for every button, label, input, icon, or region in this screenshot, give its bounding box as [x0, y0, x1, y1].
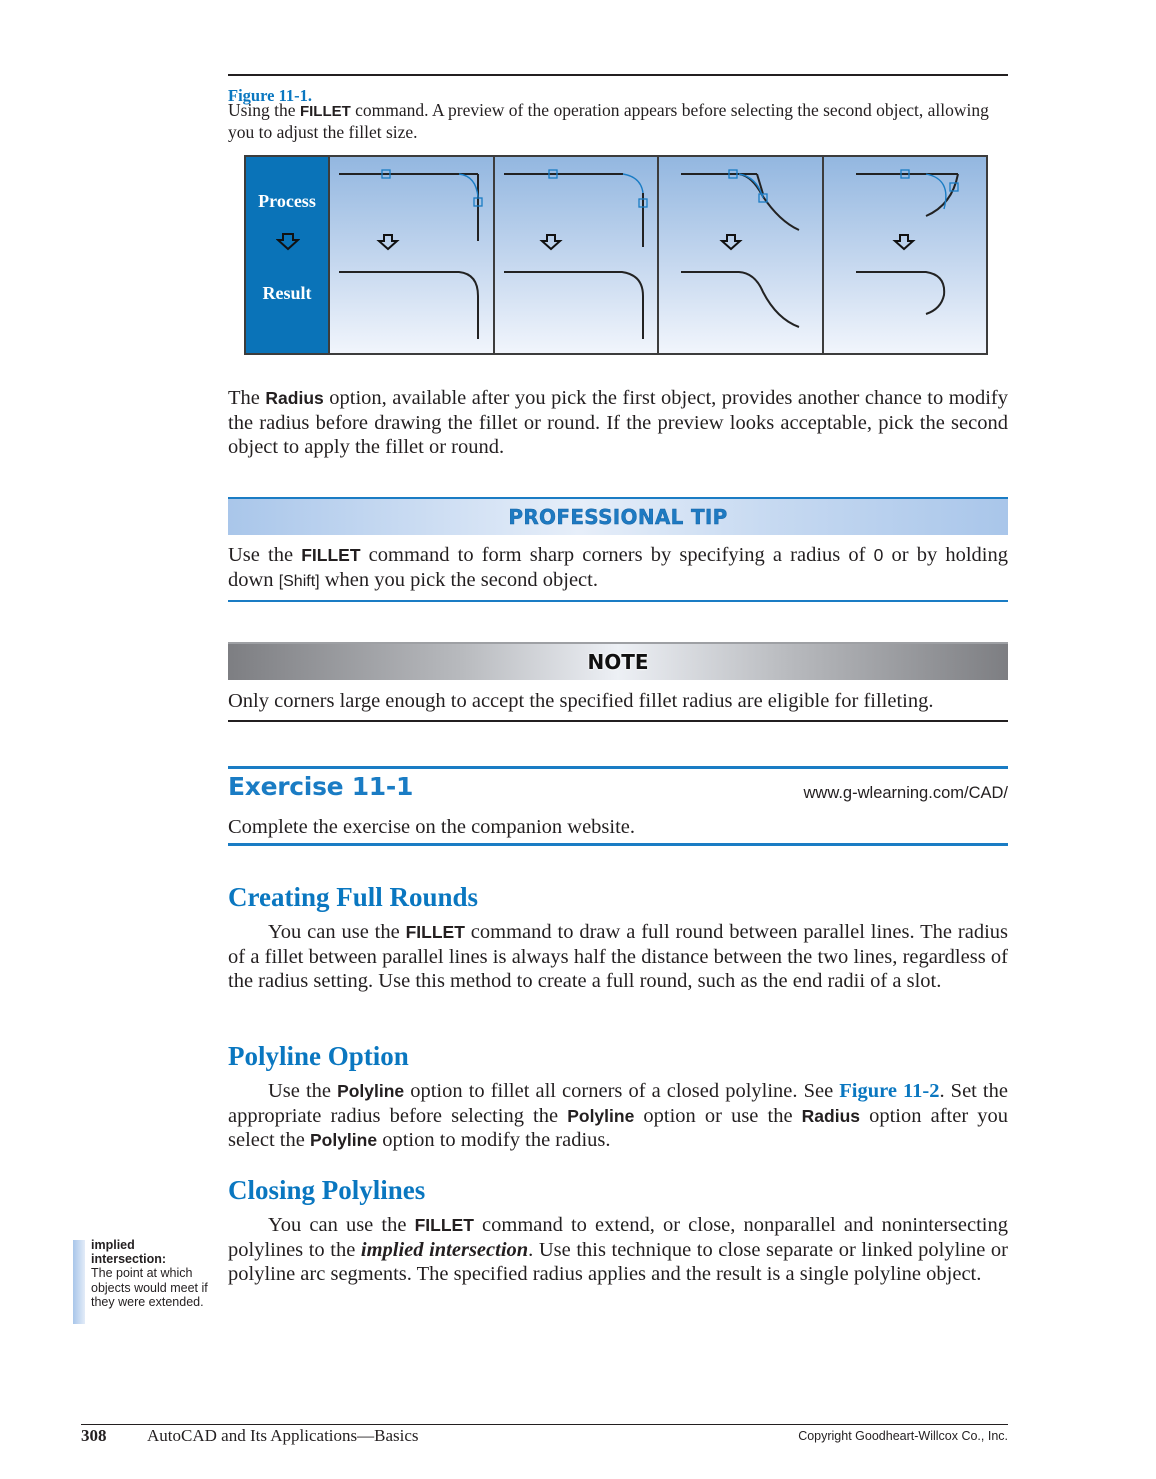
professional-tip-title: PROFESSIONAL TIP	[508, 505, 728, 529]
option-name: Polyline	[337, 1081, 405, 1101]
value: 0	[873, 545, 884, 565]
book-title: AutoCAD and Its Applications—Basics	[147, 1426, 419, 1445]
command-name: FILLET	[301, 545, 361, 565]
command-name: FILLET	[414, 1215, 474, 1235]
exercise-top-rule	[228, 766, 1008, 769]
page-number: 308	[81, 1426, 107, 1445]
polyline-option-paragraph	[228, 1079, 1008, 1153]
option-name: Radius	[801, 1105, 861, 1126]
figure-panel-full-round	[824, 157, 987, 353]
heading-closing-polylines: Closing Polylines	[228, 1175, 426, 1205]
exercise-bottom-rule	[228, 843, 1008, 846]
figure-panel-larger-radius	[495, 157, 660, 353]
figure-row-labels	[246, 157, 330, 353]
caption-command: FILLET	[299, 103, 351, 120]
text: option to fillet all corners of a closed polyline. See	[404, 1080, 840, 1102]
margin-definition-text: The point at which objects would meet if they were extended.	[91, 1266, 208, 1309]
option-name: Radius	[265, 388, 324, 408]
figure-label: Figure 11-1.	[228, 86, 313, 105]
option-name: Polyline	[309, 1130, 378, 1150]
text: command to extend, or close, nonparallel and nonintersecting polylines to the	[228, 1214, 1008, 1261]
fillet-drawing	[330, 157, 494, 353]
text: option, available after you pick the first object, provides another chance to modify the radius before drawing the fillet or round. If the preview looks acceptable, pick the second object to apply the fillet or round.	[228, 387, 1008, 458]
radius-paragraph	[228, 386, 1008, 460]
text: command to draw a full round between parallel lines. The radius of a fillet between parallel lines is always half the distance between the two lines, regardless of the radius setting. Use this method to create a full round, such as the end radii of a slot.	[228, 921, 1008, 992]
figure-reference-link[interactable]: Figure 11-2	[839, 1080, 940, 1102]
margin-note-bar	[73, 1240, 85, 1324]
down-arrow-icon	[722, 235, 740, 249]
note-body: Only corners large enough to accept the specified fillet radius are eligible for filleting.	[228, 690, 934, 712]
tip-bottom-rule	[228, 600, 1008, 602]
process-label: Process	[258, 191, 316, 211]
text: option after you select the	[228, 1104, 1008, 1151]
text: option to modify the radius.	[377, 1129, 611, 1151]
exercise-body: Complete the exercise on the companion website.	[228, 816, 636, 838]
exercise-website-link[interactable]: www.g-wlearning.com/CAD/	[803, 784, 1008, 802]
text: Use the	[228, 544, 302, 566]
full-rounds-paragraph	[228, 920, 1008, 994]
figure-panel-line-arc	[659, 157, 824, 353]
note-bottom-rule	[228, 720, 1008, 722]
heading-polyline-option: Polyline Option	[228, 1041, 409, 1071]
note-title: NOTE	[587, 650, 649, 674]
closing-polylines-paragraph	[228, 1213, 1008, 1287]
down-arrow-icon	[276, 233, 300, 251]
caption-text: command. A preview of the operation appears before selecting the second object, allowing you to adjust the fillet size.	[228, 100, 989, 142]
text: Use the	[268, 1080, 338, 1102]
margin-definition	[91, 1238, 211, 1309]
professional-tip-body	[228, 543, 1008, 594]
text: or by holding down	[228, 544, 1008, 591]
text: You can use the	[268, 1214, 415, 1236]
text: option or use the	[634, 1104, 802, 1127]
figure-panel-small-radius	[330, 157, 495, 353]
exercise-title: Exercise 11-1	[228, 772, 414, 801]
fillet-drawing	[659, 157, 823, 353]
down-arrow-icon	[542, 235, 560, 249]
caption-text: Using the	[228, 100, 300, 120]
footer-rule	[81, 1424, 1008, 1425]
down-arrow-icon	[895, 235, 913, 249]
down-arrow-icon	[379, 235, 397, 249]
fillet-drawing	[495, 157, 659, 353]
option-name: Polyline	[567, 1105, 635, 1126]
heading-creating-full-rounds: Creating Full Rounds	[228, 882, 479, 912]
text: when you pick the second object.	[319, 568, 598, 591]
figure-caption	[228, 100, 1008, 143]
command-name: FILLET	[405, 922, 465, 942]
note-header	[228, 642, 1008, 680]
text: . Use this technique to close separate or linked polyline or polyline arc segments. The specified radius applies and the result is a single polyline object.	[228, 1238, 1009, 1285]
fillet-drawing	[824, 157, 988, 353]
text: You can use the	[268, 921, 406, 943]
copyright: Copyright Goodheart-Willcox Co., Inc.	[798, 1429, 1008, 1443]
result-label: Result	[262, 283, 312, 303]
key-term: implied intersection	[360, 1238, 529, 1261]
fillet-figure	[244, 155, 988, 355]
text: The	[228, 387, 266, 409]
figure-top-rule	[228, 74, 1008, 76]
key-name: [Shift]	[278, 572, 320, 590]
text: command to form sharp corners by specifying a radius of	[360, 544, 874, 566]
margin-term: implied intersection:	[91, 1238, 167, 1267]
professional-tip-header	[228, 497, 1008, 535]
text: . Set the appropriate radius before selecting the	[228, 1080, 1008, 1127]
